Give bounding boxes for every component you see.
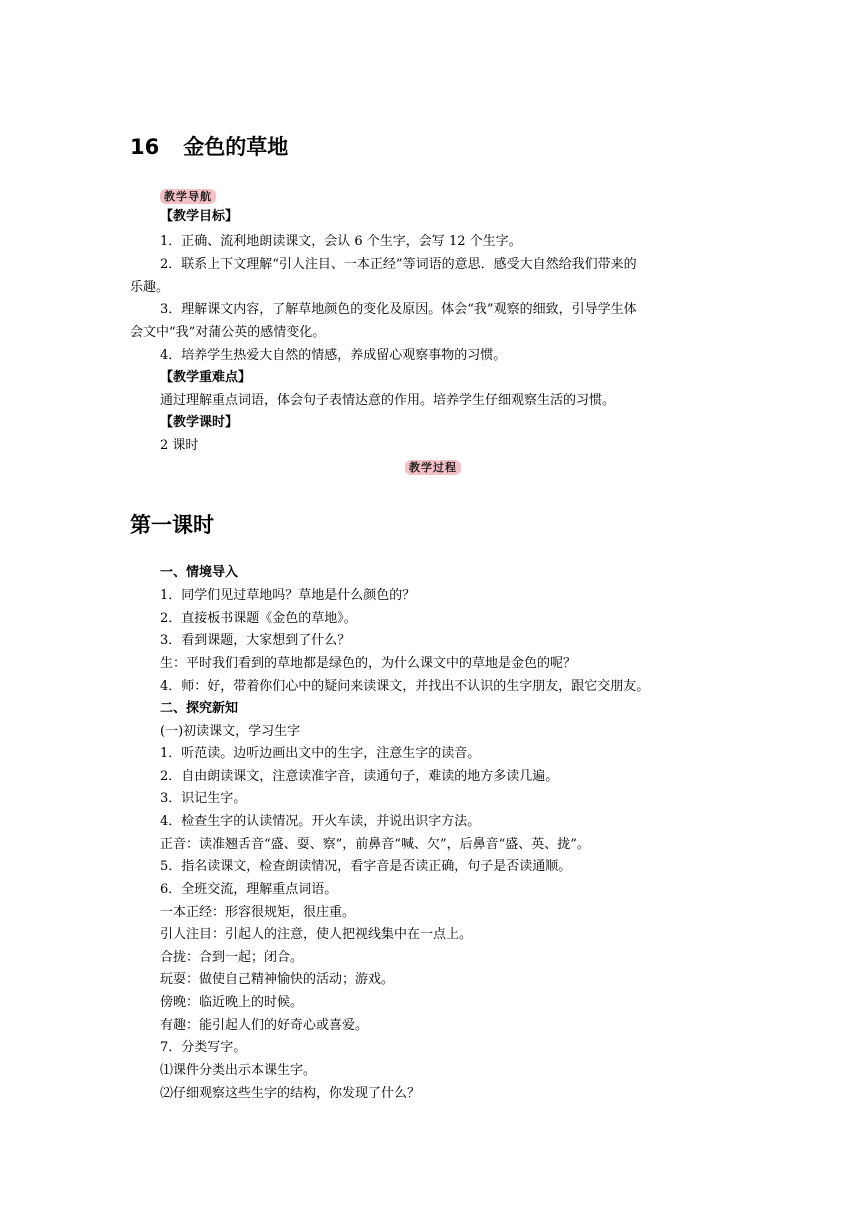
explore-line-10: ⑵仔细观察这些生字的结构，你发现了什么？ xyxy=(160,1086,421,1101)
lesson-title xyxy=(130,131,288,161)
explore-line-5: 正音：读准翘舌音“盛、耍、察”，前鼻音“喊、欠”，后鼻音“盛、英、拢”。 xyxy=(160,837,590,852)
process-badge: 教学过程 xyxy=(405,460,461,475)
intro-heading: 一、情境导入 xyxy=(160,565,239,580)
lesson-number: 16 xyxy=(130,135,160,159)
objective-2-cont: 乐趣。 xyxy=(130,280,170,295)
explore-subheading: (一)初读课文，学习生字 xyxy=(160,724,301,739)
explore-line-6: 5．指名读课文，检查朗读情况，看字音是否读正确，句子是否读通顺。 xyxy=(160,859,572,874)
intro-line-5: 4．师：好，带着你们心中的疑问来读课文，并找出不认识的生字朋友，跟它交朋友。 xyxy=(160,679,650,694)
explore-line-9: ⑴课件分类出示本课生字。 xyxy=(160,1063,317,1078)
objective-4: 4．培养学生热爱大自然的情感，养成留心观察事物的习惯。 xyxy=(160,348,507,363)
explore-line-4: 4．检查生字的认读情况。开火车读，并说出识字方法。 xyxy=(160,814,481,829)
objective-3-cont: 会文中“我”对蒲公英的感情变化。 xyxy=(130,325,326,340)
explore-heading: 二、探究新知 xyxy=(160,701,239,716)
objective-1: 1．正确、流利地朗读课文，会认 6 个生字，会写 12 个生字。 xyxy=(160,234,522,249)
intro-line-4: 生：平时我们看到的草地都是绿色的，为什么课文中的草地是金色的呢？ xyxy=(160,656,577,671)
explore-line-2: 2．自由朗读课文，注意读准字音，读通句子，难读的地方多读几遍。 xyxy=(160,769,559,784)
word-definition-1: 一本正经：形容很规矩，很庄重。 xyxy=(160,905,356,920)
keypoints-text: 通过理解重点词语，体会句子表情达意的作用。培养学生仔细观察生活的习惯。 xyxy=(160,393,616,408)
objectives-heading: 【教学目标】 xyxy=(160,209,239,224)
period-title: 第一课时 xyxy=(130,513,214,537)
hours-heading: 【教学课时】 xyxy=(160,415,239,430)
keypoints-heading: 【教学重难点】 xyxy=(160,370,252,385)
objective-2: 2．联系上下文理解“引人注目、一本正经”等词语的意思．感受大自然给我们带来的 xyxy=(160,257,637,272)
lesson-name: 金色的草地 xyxy=(183,135,289,159)
word-definition-3: 合拢：合到一起；闭合。 xyxy=(160,950,304,965)
word-definition-6: 有趣：能引起人们的好奇心或喜爱。 xyxy=(160,1018,369,1033)
word-definition-4: 玩耍：做使自己精神愉快的活动；游戏。 xyxy=(160,972,395,987)
hours-text: 2 课时 xyxy=(160,438,199,453)
guide-badge: 教学导航 xyxy=(160,189,216,204)
intro-line-3: 3．看到课题，大家想到了什么？ xyxy=(160,633,351,648)
explore-line-1: 1．听范读。边听边画出文中的生字，注意生字的读音。 xyxy=(160,746,481,761)
intro-line-2: 2．直接板书课题《金色的草地》。 xyxy=(160,611,357,626)
word-definition-5: 傍晚：临近晚上的时候。 xyxy=(160,995,304,1010)
intro-line-1: 1．同学们见过草地吗？草地是什么颜色的？ xyxy=(160,588,416,603)
explore-line-8: 7．分类写字。 xyxy=(160,1040,247,1055)
objective-3: 3．理解课文内容，了解草地颜色的变化及原因。体会“我”观察的细致，引导学生体 xyxy=(160,302,637,317)
explore-line-3: 3．识记生字。 xyxy=(160,791,247,806)
word-definition-2: 引人注目：引起人的注意，使人把视线集中在一点上。 xyxy=(160,927,473,942)
explore-line-7: 6．全班交流，理解重点词语。 xyxy=(160,882,338,897)
